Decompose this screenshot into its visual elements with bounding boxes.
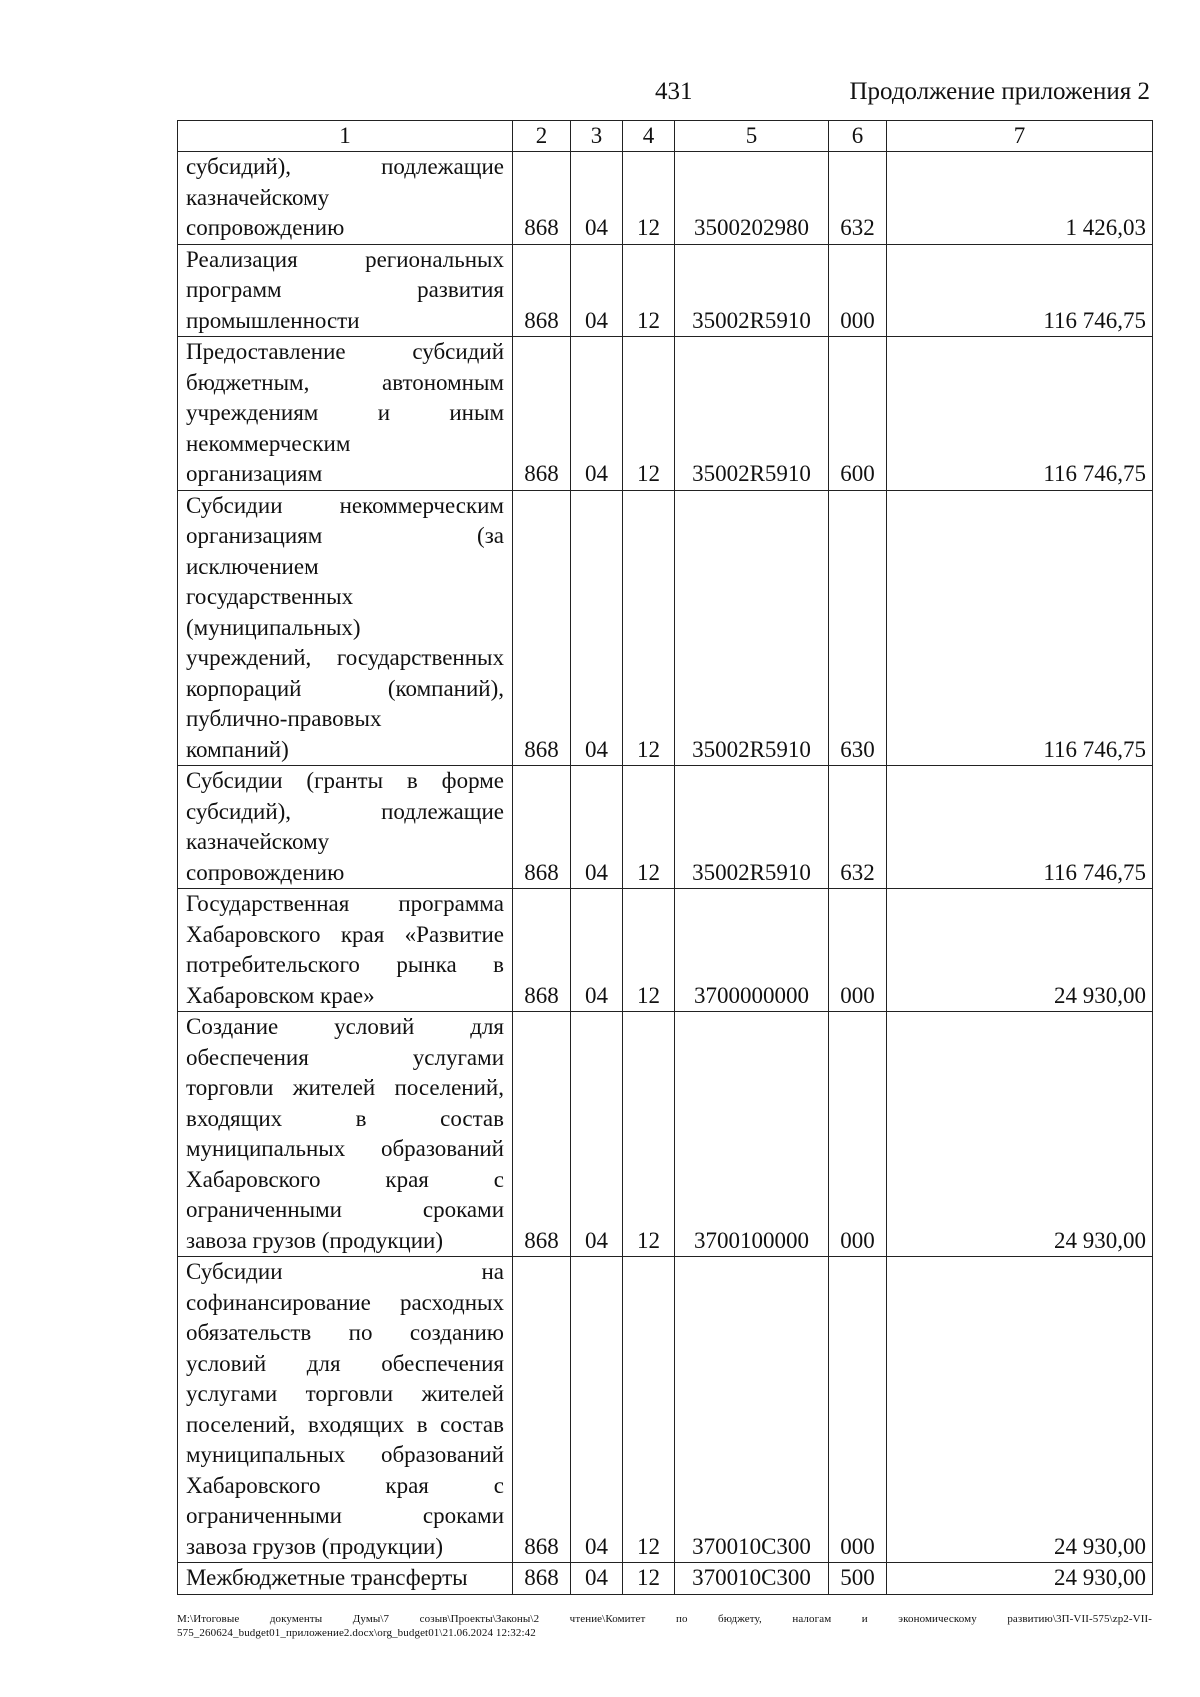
expense-name-line: казначейскому	[186, 829, 330, 854]
expense-type-cell: 000	[829, 889, 887, 1012]
subsection-code-cell: 12	[623, 337, 675, 491]
expense-name-line: Хабаровского края «Развитие	[186, 921, 504, 947]
expense-name-line: компаний)	[186, 736, 289, 762]
expense-type-cell: 000	[829, 1012, 887, 1257]
target-article-cell: 3700000000	[675, 889, 829, 1012]
section-code-cell: 04	[571, 337, 623, 491]
expense-name-cell	[178, 766, 513, 889]
expense-name-line: муниципальных образований	[186, 1442, 504, 1467]
expense-name-line: услугами торговли жителей	[186, 1381, 504, 1406]
expense-name-line: муниципальных образований	[186, 1136, 504, 1161]
amount-cell: 24 930,00	[887, 889, 1153, 1012]
expense-name-line: Субсидии некоммерческим	[186, 492, 504, 518]
expense-name-cell	[178, 244, 513, 337]
expense-name-line: субсидий), подлежащие	[186, 154, 504, 179]
expense-name-line: промышленности	[186, 307, 360, 333]
expense-name-line: бюджетным, автономным	[186, 369, 504, 395]
budget-table	[177, 120, 1153, 1595]
expense-type-cell: 600	[829, 337, 887, 491]
section-code-cell: 04	[571, 1563, 623, 1595]
expense-name-line: Создание условий для	[186, 1014, 504, 1039]
column-header: 3	[571, 121, 623, 152]
expense-name-line: ограниченными сроками	[186, 1197, 504, 1222]
expense-name-line: казначейскому	[186, 184, 330, 210]
appendix-continuation-label: Продолжение приложения 2	[849, 78, 1150, 105]
expense-name-line: субсидий), подлежащие	[186, 798, 504, 824]
expense-type-cell: 500	[829, 1563, 887, 1595]
expense-name-line: софинансирование расходных	[186, 1289, 504, 1315]
section-code-cell: 04	[571, 889, 623, 1012]
expense-name-cell	[178, 1563, 513, 1595]
target-article-cell: 35002R5910	[675, 244, 829, 337]
ministry-code-cell: 868	[513, 766, 571, 889]
expense-name-cell	[178, 152, 513, 245]
ministry-code-cell: 868	[513, 152, 571, 245]
section-code-cell: 04	[571, 1257, 623, 1563]
section-code-cell: 04	[571, 152, 623, 245]
column-header: 5	[675, 121, 829, 152]
amount-cell: 116 746,75	[887, 244, 1153, 337]
table-row	[178, 1563, 1153, 1595]
ministry-code-cell: 868	[513, 490, 571, 766]
expense-type-cell: 632	[829, 766, 887, 889]
amount-cell: 116 746,75	[887, 490, 1153, 766]
section-code-cell: 04	[571, 766, 623, 889]
column-header: 6	[829, 121, 887, 152]
expense-name-line: завоза грузов (продукции)	[186, 1227, 443, 1253]
expense-type-cell: 632	[829, 152, 887, 245]
expense-name-line: Реализация региональных	[186, 246, 504, 272]
column-header: 1	[178, 121, 513, 152]
expense-type-cell: 000	[829, 244, 887, 337]
expense-name-line: некоммерческим	[186, 430, 351, 456]
target-article-cell: 3500202980	[675, 152, 829, 245]
expense-name-line: (муниципальных)	[186, 614, 361, 640]
expense-name-line: исключением	[186, 553, 319, 579]
expense-name-line: Хабаровского края с	[186, 1166, 504, 1192]
subsection-code-cell: 12	[623, 766, 675, 889]
table-row	[178, 337, 1153, 491]
target-article-cell: 35002R5910	[675, 766, 829, 889]
ministry-code-cell: 868	[513, 889, 571, 1012]
expense-name-cell	[178, 490, 513, 766]
column-header: 4	[623, 121, 675, 152]
expense-name-line: Предоставление субсидий	[186, 339, 504, 364]
expense-name-line: Субсидии (гранты в форме	[186, 768, 504, 793]
expense-name-cell	[178, 1257, 513, 1563]
target-article-cell: 370010С300	[675, 1563, 829, 1595]
column-header: 7	[887, 121, 1153, 152]
ministry-code-cell: 868	[513, 1012, 571, 1257]
target-article-cell: 35002R5910	[675, 490, 829, 766]
section-code-cell: 04	[571, 244, 623, 337]
expense-name-line: обеспечения услугами	[186, 1044, 504, 1070]
expense-name-line: публично-правовых	[186, 706, 382, 731]
expense-name-line: условий для обеспечения	[186, 1350, 504, 1376]
table-row	[178, 152, 1153, 245]
table-body	[178, 152, 1153, 1595]
expense-name-line: программ развития	[186, 277, 504, 302]
expense-name-line: завоза грузов (продукции)	[186, 1533, 443, 1559]
expense-name-line: ограниченными сроками	[186, 1503, 504, 1528]
ministry-code-cell: 868	[513, 1563, 571, 1595]
subsection-code-cell: 12	[623, 889, 675, 1012]
amount-cell: 116 746,75	[887, 766, 1153, 889]
expense-name-cell	[178, 1012, 513, 1257]
ministry-code-cell: 868	[513, 1257, 571, 1563]
expense-name-line: организациям	[186, 461, 323, 486]
expense-name-line: торговли жителей поселений,	[186, 1075, 504, 1100]
amount-cell: 24 930,00	[887, 1563, 1153, 1595]
expense-name-line: сопровождению	[186, 215, 345, 240]
expense-name-line: государственных	[186, 584, 354, 609]
subsection-code-cell: 12	[623, 244, 675, 337]
footer-file-path: М:\Итоговые документы Думы\7 созыв\Проекты\Законы\2 чтение\Комитет по бюджету, налогам и экономическому развитию\3П-VII-575\zp2-VII-575_260624_budget01_приложение2.docx\org_budget01\21.06.2024 12:32:42	[177, 1613, 1152, 1639]
expense-name-line: потребительского рынка в	[186, 952, 504, 977]
page-number: 431	[655, 78, 693, 105]
expense-name-line: учреждений, государственных	[186, 645, 504, 670]
subsection-code-cell: 12	[623, 490, 675, 766]
expense-name-line: обязательств по созданию	[186, 1320, 504, 1345]
table-row	[178, 1012, 1153, 1257]
table-row	[178, 889, 1153, 1012]
subsection-code-cell: 12	[623, 1257, 675, 1563]
amount-cell: 1 426,03	[887, 152, 1153, 245]
subsection-code-cell: 12	[623, 1012, 675, 1257]
expense-name-line: поселений, входящих в состав	[186, 1411, 504, 1437]
expense-name-cell	[178, 889, 513, 1012]
expense-name-line: Хабаровском крае»	[186, 982, 375, 1008]
target-article-cell: 3700100000	[675, 1012, 829, 1257]
amount-cell: 24 930,00	[887, 1012, 1153, 1257]
ministry-code-cell: 868	[513, 337, 571, 491]
expense-type-cell: 630	[829, 490, 887, 766]
expense-name-line: организациям (за	[186, 523, 504, 548]
amount-cell: 116 746,75	[887, 337, 1153, 491]
target-article-cell: 370010С300	[675, 1257, 829, 1563]
expense-name-line: Субсидии на	[186, 1259, 504, 1284]
expense-name-line: корпораций (компаний),	[186, 675, 504, 701]
expense-name-line: Хабаровского края с	[186, 1472, 504, 1498]
expense-name-line: Государственная программа	[186, 891, 504, 916]
amount-cell: 24 930,00	[887, 1257, 1153, 1563]
section-code-cell: 04	[571, 1012, 623, 1257]
table-row	[178, 244, 1153, 337]
section-code-cell: 04	[571, 490, 623, 766]
column-number-row	[178, 121, 1153, 152]
table-row	[178, 766, 1153, 889]
expense-name-cell	[178, 337, 513, 491]
target-article-cell: 35002R5910	[675, 337, 829, 491]
expense-name-line: сопровождению	[186, 859, 345, 885]
table-row	[178, 490, 1153, 766]
expense-name-line: входящих в состав	[186, 1105, 504, 1131]
table-row	[178, 1257, 1153, 1563]
ministry-code-cell: 868	[513, 244, 571, 337]
subsection-code-cell: 12	[623, 152, 675, 245]
subsection-code-cell: 12	[623, 1563, 675, 1595]
expense-name-line: Межбюджетные трансферты	[186, 1565, 468, 1590]
expense-name-line: учреждениям и иным	[186, 400, 504, 425]
column-header: 2	[513, 121, 571, 152]
expense-type-cell: 000	[829, 1257, 887, 1563]
